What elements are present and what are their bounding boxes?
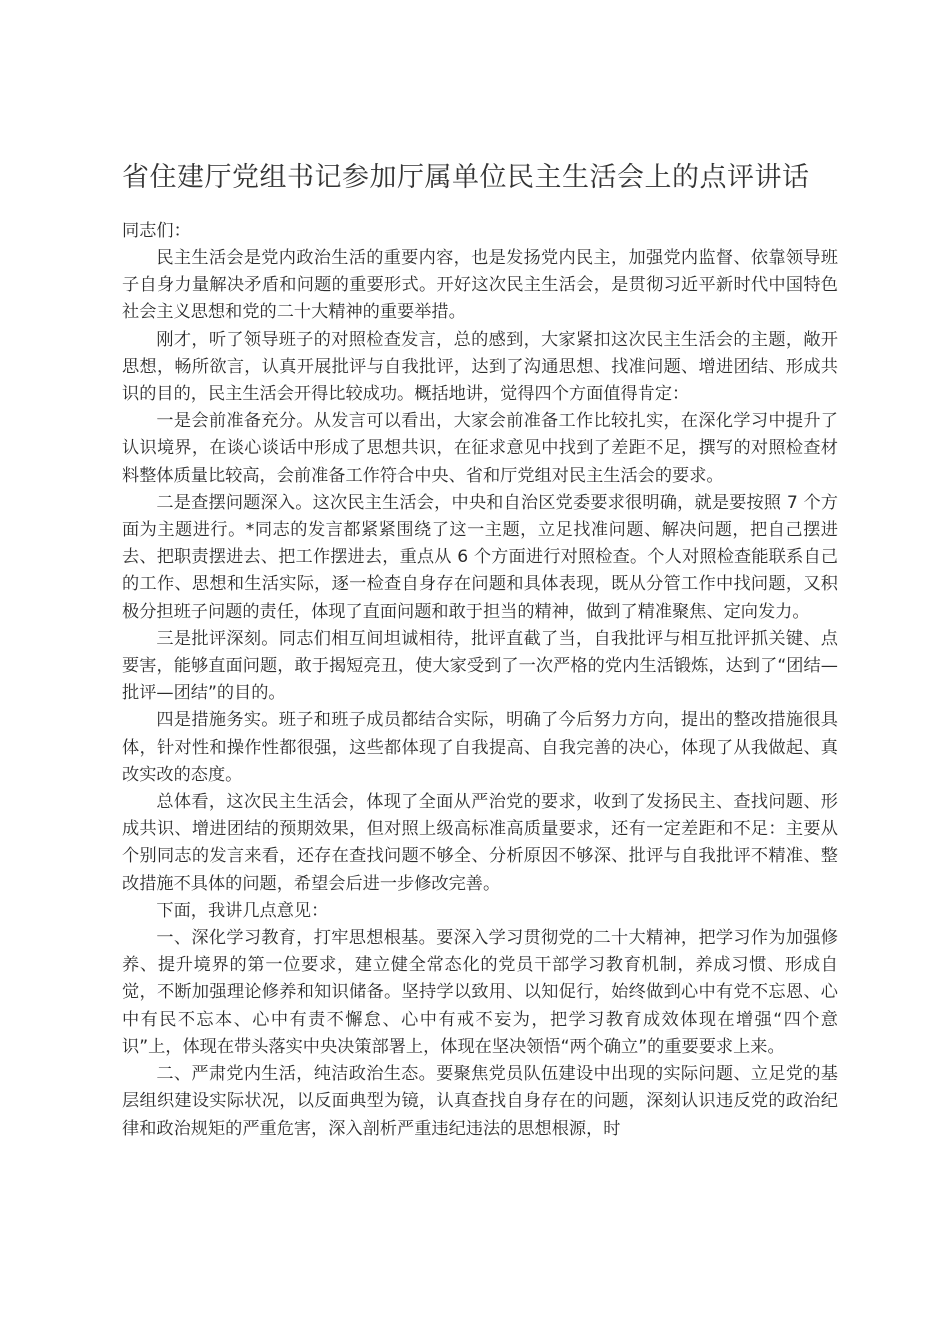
document-title: 省住建厅党组书记参加厅属单位民主生活会上的点评讲话 <box>122 162 810 193</box>
paragraph-summary: 总体看，这次民主生活会，体现了全面从严治党的要求，收到了发扬民主、查找问题、形成共识、增进团结的预期效果，但对照上级高标准高质量要求，还有一定差距和不足：主要从个别同志的发言来看，还存在查找问题不够全、分析原因不够深、批评与自我批评不精准、整改措施不具体的问题，希望会后进一步修改完善。 <box>122 792 838 894</box>
paragraph-point-one: 一是会前准备充分。从发言可以看出，大家会前准备工作比较扎实，在深化学习中提升了认识境界，在谈心谈话中形成了思想共识，在征求意见中找到了差距不足，撰写的对照检查材料整体质量比较高，会前准备工作符合中央、省和厅党组对民主生活会的要求。 <box>122 411 838 486</box>
paragraph-intro: 民主生活会是党内政治生活的重要内容，也是发扬党内民主，加强党内监督、依靠领导班子自身力量解决矛盾和问题的重要形式。开好这次民主生活会，是贯彻习近平新时代中国特色社会主义思想和党的二十大精神的重要举措。 <box>122 248 838 323</box>
paragraph-opinions-intro: 下面，我讲几点意见： <box>156 900 329 921</box>
paragraph-opinion-two: 二、严肃党内生活，纯洁政治生态。要聚焦党员队伍建设中出现的实际问题、立足党的基层组织建设实际状况，以反面典型为镜，认真查找自身存在的问题，深刻认识违反党的政治纪律和政治规矩的严重危害，深入剖析严重违纪违法的思想根源，时 <box>122 1064 838 1139</box>
paragraph-point-two: 二是查摆问题深入。这次民主生活会，中央和自治区党委要求很明确，就是要按照 7 个方面为主题进行。*同志的发言都紧紧围绕了这一主题，立足找准问题、解决问题，把自己摆进去、把职责摆进去、把工作摆进去，重点从 6 个方面进行对照检查。个人对照检查能联系自己的工作、思想和生活实际，逐一检查自身存在问题和具体表现，既从分管工作中找问题，又积极分担班子问题的责任，体现了直面问题和敢于担当的精神，做到了精准聚焦、定向发力。 <box>122 492 838 622</box>
document-page <box>122 150 838 1143</box>
salutation: 同志们： <box>122 221 191 241</box>
paragraph-opinion-one: 一、深化学习教育，打牢思想根基。要深入学习贯彻党的二十大精神，把学习作为加强修养、提升境界的第一位要求，建立健全常态化的党员干部学习教育机制，养成习惯、形成自觉，不断加强理论修养和知识储备。坚持学以致用、以知促行，始终做到心中有党不忘恩、心中有民不忘本、心中有责不懈怠、心中有戒不妄为，把学习教育成效体现在增强“四个意识”上，体现在带头落实中央决策部署上，体现在坚决领悟“两个确立”的重要要求上来。 <box>122 928 838 1057</box>
paragraph-point-three: 三是批评深刻。同志们相互间坦诚相待，批评直截了当，自我批评与相互批评抓关键、点要害，能够直面问题，敢于揭短亮丑，使大家受到了一次严格的党内生活锻炼，达到了“团结—批评—团结”的目的。 <box>122 628 838 704</box>
paragraph-point-four: 四是措施务实。班子和班子成员都结合实际，明确了今后努力方向，提出的整改措施很具体，针对性和操作性都很强，这些都体现了自我提高、自我完善的决心，体现了从我做起、真改实改的态度。 <box>122 710 838 785</box>
paragraph-overall-impression: 刚才，听了领导班子的对照检查发言，总的感到，大家紧扣这次民主生活会的主题，敞开思想，畅所欲言，认真开展批评与自我批评，达到了沟通思想、找准问题、增进团结、形成共识的目的，民主生活会开得比较成功。概括地讲，觉得四个方面值得肯定： <box>122 329 838 405</box>
